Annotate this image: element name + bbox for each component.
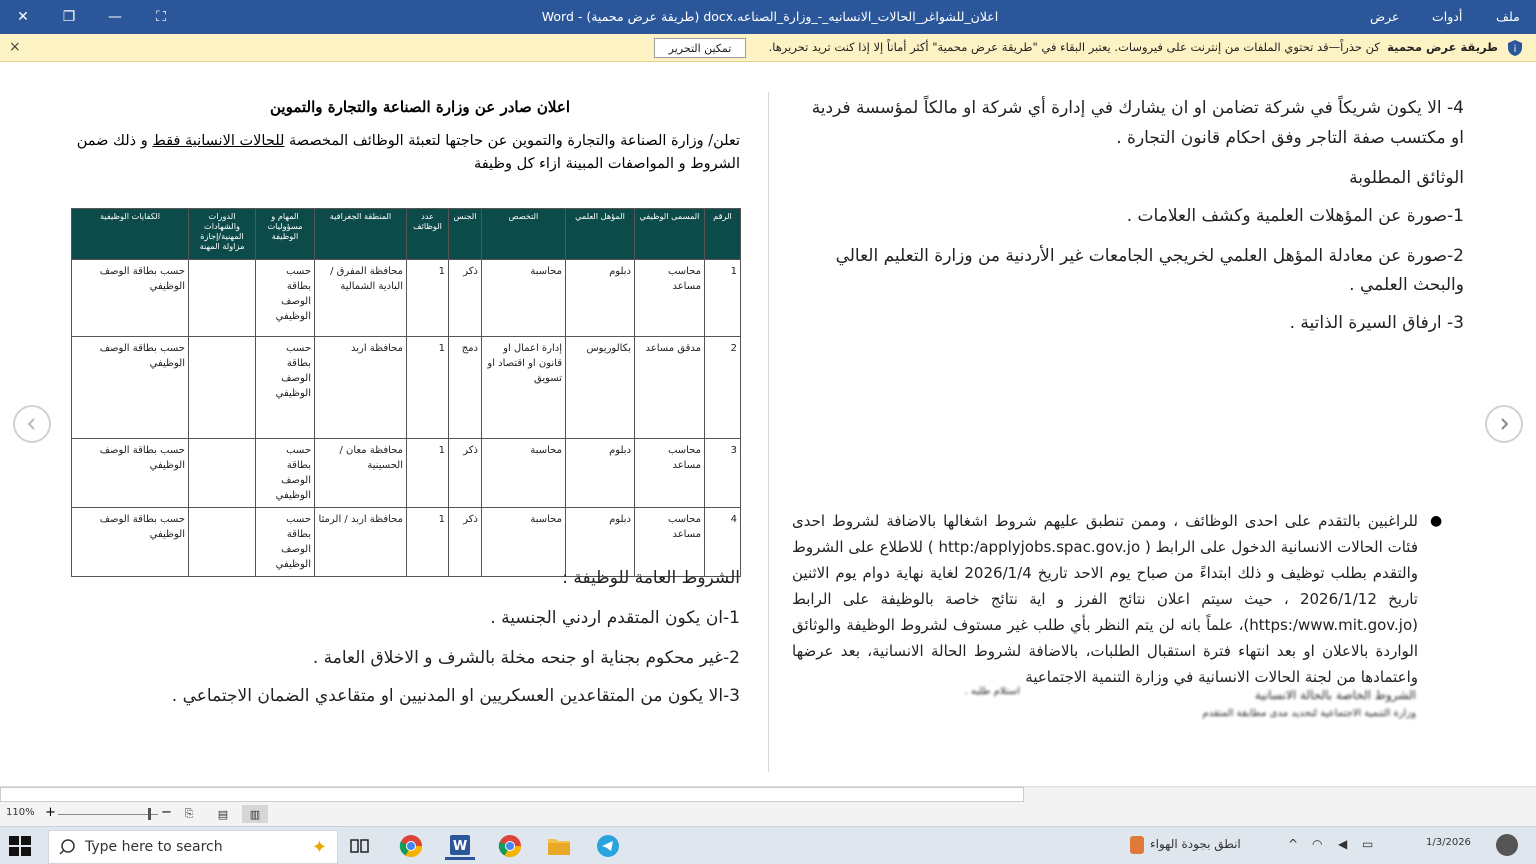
weather-icon[interactable] [1130, 836, 1144, 854]
zoom-in-icon[interactable]: + [45, 805, 56, 820]
table-cell: دبلوم [566, 260, 635, 337]
close-button[interactable] [0, 0, 46, 34]
window-title: اعلان_للشواغر_الحالات_الانسانيه_-_وزارة_الصناعه.docx (طريقة عرض محمية) - Word [541, 9, 999, 24]
table-cell: محاسبة [482, 260, 566, 337]
web-layout-icon[interactable]: ⎘ [184, 807, 194, 820]
table-cell: 1 [407, 508, 449, 577]
table-row [72, 508, 741, 577]
table-header: المسمى الوظيفي [635, 209, 705, 260]
table-cell: حسب بطاقة الوصف الوظيفي [256, 337, 315, 439]
fullscreen-button[interactable] [138, 0, 184, 34]
battery-icon[interactable]: ▭ [1362, 837, 1374, 851]
shield-icon [1506, 39, 1524, 57]
table-cell [189, 337, 256, 439]
volume-icon[interactable]: ◀ [1338, 837, 1348, 851]
table-cell: مدقق مساعد [635, 337, 705, 439]
table-header: المهام و مسؤوليات الوظيفة [256, 209, 315, 260]
notifications-icon[interactable] [1496, 834, 1518, 856]
table-cell: محافظة المفرق / البادية الشمالية [315, 260, 407, 337]
task-view-icon[interactable] [345, 832, 375, 860]
svg-text:W: W [452, 838, 468, 854]
table-header-row [72, 209, 741, 260]
protected-view-message [769, 40, 1498, 54]
table-cell: محاسب مساعد [635, 439, 705, 508]
word-icon[interactable] [445, 832, 475, 860]
minimize-icon: — [108, 9, 122, 25]
chevron-left-icon [25, 417, 39, 431]
table-cell: ذكر [449, 508, 482, 577]
table-header: الرقم [705, 209, 741, 260]
table-cell [189, 508, 256, 577]
protected-view-label: طريقة عرض محمية [1387, 40, 1498, 54]
announcement-title: اعلان صادر عن وزارة الصناعة والتجارة والتموين [270, 98, 570, 116]
protected-view-bar [0, 34, 1536, 62]
title-bar [0, 0, 1536, 34]
close-icon: ✕ [17, 9, 29, 25]
zoom-out-icon[interactable]: − [161, 805, 172, 820]
horizontal-scrollbar[interactable] [0, 787, 1024, 802]
bullet-icon: ● [1430, 513, 1443, 529]
search-icon [49, 837, 85, 857]
blurred-text: استلام طلبه . [964, 686, 1020, 697]
table-header: المؤهل العلمي [566, 209, 635, 260]
table-cell: محافظة اربد / الرمثا [315, 508, 407, 577]
sparkle-icon: ✦ [311, 836, 327, 858]
blurred-text: وزارة التنمية الاجتماعية لتحديد مدى مطابقة المتقدم [1202, 708, 1416, 719]
table-cell: ذكر [449, 439, 482, 508]
condition-item: 3-الا يكون من المتقاعدين العسكريين او المدنيين او متقاعدي الضمان الاجتماعي . [171, 686, 740, 706]
status-bar [0, 786, 1536, 826]
protected-view-text: كن حذراً—قد تحتوي الملفات من إنترنت على فيروسات. يعتبر البقاء في "طريقة عرض محمية" أكثر أماناً إلا إذا كنت تريد تحريرها. [768, 40, 1380, 54]
table-cell: حسب بطاقة الوصف الوظيفي [256, 260, 315, 337]
enable-editing-button[interactable]: تمكين التحرير [654, 38, 746, 58]
menu-view[interactable]: عرض [1370, 9, 1400, 24]
menu-file[interactable]: ملف [1496, 9, 1520, 24]
table-row [72, 439, 741, 508]
table-header: التخصص [482, 209, 566, 260]
table-cell: حسب بطاقة الوصف الوظيفي [256, 439, 315, 508]
condition-4-line-1: 4- الا يكون شريكاً في شركة تضامن او ان يشارك في إدارة أي شركة او مالكاً لمؤسسة فردية [811, 98, 1464, 118]
table-cell: دبلوم [566, 508, 635, 577]
intro-text-underlined: للحالات الانسانية فقط [152, 133, 285, 149]
table-cell: إدارة اعمال او قانون او اقتصاد او تسويق [482, 337, 566, 439]
table-header: الكفايات الوظيفية [72, 209, 189, 260]
table-cell: 1 [705, 260, 741, 337]
document-item: والبحث العلمي . [1349, 275, 1464, 295]
previous-page-button[interactable] [13, 405, 51, 443]
tray-chevron-icon[interactable]: ^ [1288, 837, 1299, 851]
table-cell: حسب بطاقة الوصف الوظيفي [72, 337, 189, 439]
telegram-icon[interactable] [593, 832, 623, 860]
svg-text:i: i [1513, 44, 1517, 55]
intro-text-b: و ذلك ضمن الشروط و المواصفات المبينة ازاء كل وظيفة [76, 133, 740, 172]
zoom-level[interactable]: 110% [6, 807, 35, 818]
documents-title: الوثائق المطلوبة [1349, 168, 1464, 188]
table-cell: حسب بطاقة الوصف الوظيفي [256, 508, 315, 577]
table-cell: حسب بطاقة الوصف الوظيفي [72, 439, 189, 508]
application-instructions: للراغبين بالتقدم على احدى الوظائف ، وممن تنطبق عليهم شروط اشغالها بالاضافة لشروط احدى فئات الحالات الانسانية الدخول على الرابط ( http:/applyjobs.spac.gov.jo ) للاطلاع على الشروط والتقدم بطلب توظيف و ذلك ابتداءً من صباح يوم الاحد تاريخ 2026/1/4 لغاية نهاية دوام يوم الاثنين تاريخ 2026/1/12 ، حيث سيتم اعلان نتائج الفرز و اية نتائج خاصة بالوظيفة على الرابط (https:/www.mit.gov.jo)، علماً بانه لن يتم النظر بأي طلب غير مستوف لشروط الوظيفة والوثائق الواردة بالاعلان او بعد انتهاء فترة استقبال الطلبات، بالاضافة لشروط الحالة الانسانية، بعد عرضها واعتمادها من لجنة الحالات الانسانية في وزارة التنمية الاجتماعية [792, 512, 1418, 686]
blurred-text: الشروط الخاصة بالحالة الانسانية [1254, 688, 1416, 702]
table-header: المنطقة الجغرافية [315, 209, 407, 260]
network-icon[interactable]: ◠ [1312, 837, 1323, 851]
table-cell: 1 [407, 439, 449, 508]
table-cell: ذكر [449, 260, 482, 337]
protected-bar-close-icon[interactable]: × [9, 39, 21, 55]
table-cell: 3 [705, 439, 741, 508]
document-item: 3- ارفاق السيرة الذاتية . [1289, 313, 1464, 333]
chrome-icon[interactable] [396, 832, 426, 860]
read-mode-icon[interactable]: ▥ [242, 805, 268, 823]
condition-item: 2-غير محكوم بجناية او جنحه مخلة بالشرف و الاخلاق العامة . [312, 648, 740, 668]
table-cell: محافظة معان / الحسينية [315, 439, 407, 508]
table-cell: 1 [407, 260, 449, 337]
document-item: 2-صورة عن معادلة المؤهل العلمي لخريجي الجامعات غير الأردنية من وزارة التعليم العالي [835, 246, 1464, 266]
announcement-intro [70, 130, 740, 176]
jobs-table [71, 208, 741, 577]
chrome-profile-icon[interactable] [495, 832, 525, 860]
table-cell: حسب بطاقة الوصف الوظيفي [72, 260, 189, 337]
zoom-slider[interactable] [58, 814, 158, 815]
table-cell: 4 [705, 508, 741, 577]
table-cell: محاسب مساعد [635, 508, 705, 577]
menu-tools[interactable]: أدوات [1432, 9, 1463, 24]
table-cell: 2 [705, 337, 741, 439]
file-explorer-icon[interactable] [544, 832, 574, 860]
table-cell: 1 [407, 337, 449, 439]
table-header: عدد الوظائف [407, 209, 449, 260]
weather-text[interactable]: انطق بجودة الهواء [1150, 837, 1241, 851]
table-cell [189, 439, 256, 508]
zoom-slider-handle[interactable] [148, 808, 151, 820]
taskbar [0, 826, 1536, 864]
table-cell: محاسبة [482, 439, 566, 508]
next-page-button[interactable] [1485, 405, 1523, 443]
minimize-button[interactable] [92, 0, 138, 34]
windows-start-icon[interactable] [8, 835, 32, 857]
fullscreen-icon: ⛶ [156, 9, 166, 25]
table-row [72, 337, 741, 439]
intro-text-a: تعلن/ وزارة الصناعة والتجارة والتموين عن حاجتها لتعبئة الوظائف المخصصة [284, 133, 740, 149]
table-header: الدورات والشهادات المهنية/إجازة مزاولة المهنة [189, 209, 256, 260]
clock[interactable]: 1/3/2026 [1426, 837, 1471, 848]
condition-4-line-2: او مكتسب صفة التاجر وفق احكام قانون التجارة . [1116, 128, 1464, 148]
table-row [72, 260, 741, 337]
table-cell: دبلوم [566, 439, 635, 508]
page-divider [768, 92, 769, 772]
table-cell: دمج [449, 337, 482, 439]
table-cell [189, 260, 256, 337]
chevron-right-icon [1497, 417, 1511, 431]
print-layout-icon[interactable]: ▤ [217, 807, 229, 821]
table-cell: محاسب مساعد [635, 260, 705, 337]
table-cell: محافظة اربد [315, 337, 407, 439]
document-area [0, 62, 1536, 786]
condition-item: 1-ان يكون المتقدم اردني الجنسية . [490, 608, 740, 628]
taskbar-search-box[interactable] [48, 830, 338, 864]
restore-icon: ❐ [62, 9, 76, 25]
table-header: الجنس [449, 209, 482, 260]
table-cell: بكالوريوس [566, 337, 635, 439]
search-placeholder: Type here to search [85, 839, 223, 855]
table-cell: حسب بطاقة الوصف الوظيفي [72, 508, 189, 577]
document-item: 1-صورة عن المؤهلات العلمية وكشف العلامات . [1126, 206, 1464, 226]
table-cell: محاسبة [482, 508, 566, 577]
conditions-title: الشروط العامة للوظيفة : [562, 568, 740, 588]
restore-button[interactable] [46, 0, 92, 34]
